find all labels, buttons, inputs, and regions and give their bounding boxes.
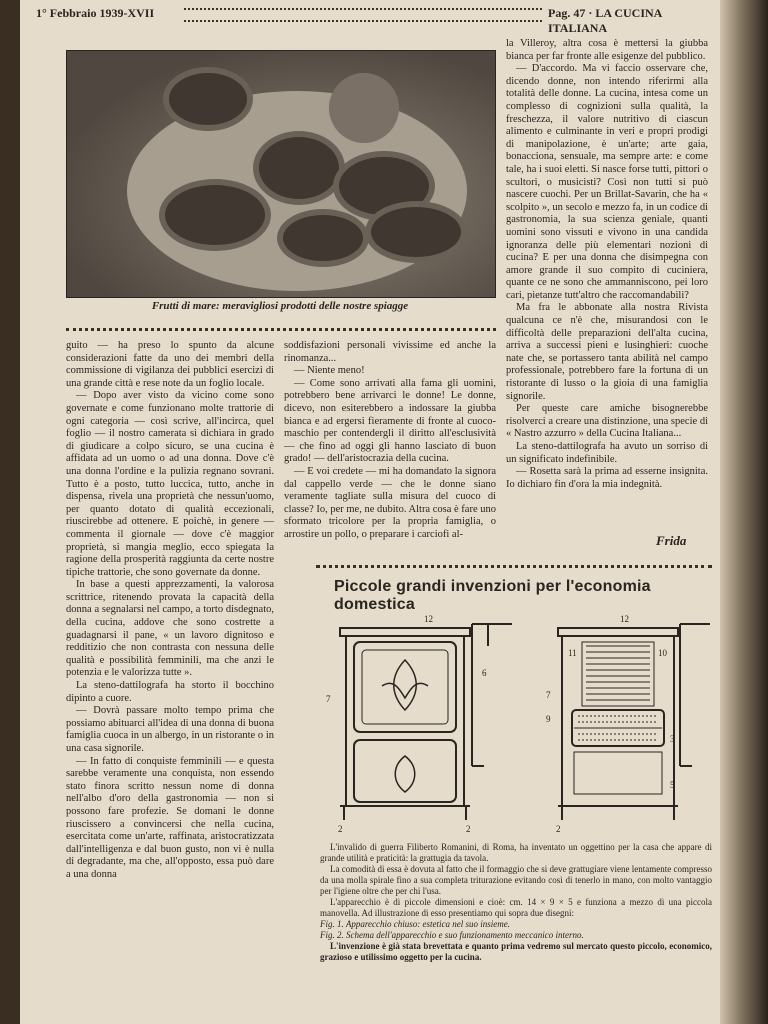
invention-description xyxy=(320,842,712,963)
paragraph: Per queste care amiche bisognerebbe risolverci a creare una distinzione, una specie di « Nastro azzurro » della Cucina Italiana... xyxy=(506,403,708,440)
label-11: 11 xyxy=(568,648,577,658)
oyster xyxy=(365,201,467,263)
label-6: 6 xyxy=(482,668,487,678)
paragraph: La comodità di essa è dovuta al fatto che il formaggio che si deve grattugiare viene lentamente compresso da una molla spirale fino a sua completa triturazione evitando così di tenerlo in mano, con molto vantaggio per l'igiene oltre che per chi l'usa. xyxy=(320,864,712,896)
label-7: 7 xyxy=(546,690,551,700)
label-12: 12 xyxy=(620,614,629,624)
paragraph: — Dopo aver visto da vicino come sono governate e come funzionano molte trattorie di ogni categoria — così scrive, all'incirca, quel foglio — il nostro camerata si dichiara in grado di giudicare a colpo sicuro, se una cucina è affidata ad un uomo o ad una donna. Dove c'è una donna l'ordine e la pulizia regnano sovrani. Tutto è a posto, tutto luccica, tutto, anche in dispensa, rivela una proprietà che nessun'uomo, per quanto dotato di qualità eccezionali, riuscirebbe ad ottenere. E poichè, in genere — commenta il giornale — dove c'è maggior proprietà, si mangia meglio, ecco spiegata la ragione della prosperità raggiunta da certe nostre tipiche trattorie, che sono governate da donne. xyxy=(66,390,274,578)
oyster xyxy=(159,179,271,251)
label-12: 12 xyxy=(424,614,433,624)
label-2: 2 xyxy=(338,824,343,834)
paragraph: guito — ha preso lo spunto da alcune considerazioni fatte da uno dei membri della commissione di vigilanza dei pubblici esercizi di una grande città e rese note da un foglio locale. xyxy=(66,340,274,389)
label-10: 10 xyxy=(658,648,667,658)
paragraph: — Come sono arrivati alla fama gli uomini, potrebbero bene arrivarci le donne! Le donne, dicevo, non esiterebbero a indossare la giubba bianca e ad ergersi fieramente di fronte al cuoco-maschio per contendergli il diritto all'esclusività — che fino ad oggi gli hanno lasciato di buon grado! — dell'aristocrazia della cucina. xyxy=(284,377,496,465)
oyster xyxy=(253,131,345,205)
article-column-left xyxy=(66,340,274,882)
lemon xyxy=(329,73,399,143)
book-edge xyxy=(720,0,768,1024)
label-5: 5 xyxy=(670,780,675,790)
article-column-middle xyxy=(284,340,496,542)
paragraph: La steno-dattilografa ha avuto un sorriso di un significato indefinibile. xyxy=(506,441,708,465)
label-3: 3 xyxy=(670,734,675,744)
paragraph: La steno-dattilografa ha storto il bocchino dipinto a cuore. xyxy=(66,680,274,704)
oyster xyxy=(277,209,369,267)
paragraph: — In fatto di conquiste femminili — e questa sarebbe veramente una conquista, non essendo stato finora scritto nessun nome di donna nell'albo d'oro della gastronomia — non si possono fare profezie. Se domani le donne riuscissero a convincersi che nella cucina, esercitata come un'arte, raffinata, aristocratizzata dall'intelligenza e dal buon gusto, non vi è nulla di degradante, ma che, all'opposto, essa può dare a una donna xyxy=(66,755,274,880)
author-signature: Frida xyxy=(656,533,687,548)
article-column-right xyxy=(506,38,708,491)
paragraph: In base a questi apprezzamenti, la valorosa scrittrice, ritenendo provata la capacità della donna a segnalarsi nel campo, a torto disdegnato, della cucina, addove che sono costrette a guadagnarsi il pane, « un lavoro dignitoso e redditizio che non contrasta con nessuna delle qualità e possibilità femminili, ma che anzi le potenzia e le valorizza tutte ». xyxy=(66,579,274,679)
paragraph: Ma fra le abbonate alla nostra Rivista qualcuna ce n'è che, misurandosi con le difficoltà delle preparazioni dell'alta cucina, arriva a successi pieni e lusinghieri: cuoche nate che, se portassero tanta abilità nel campo professionale, potrebbero fare la fortuna di un ristorante di lusso o la gioia di una famiglia signorile. xyxy=(506,302,708,402)
page-header xyxy=(36,6,716,35)
label-2: 2 xyxy=(556,824,561,834)
paragraph: soddisfazioni personali vivissime ed anche la rinomanza... xyxy=(284,340,496,364)
oyster xyxy=(163,67,253,131)
paragraph: L'invalido di guerra Filiberto Romanini, di Roma, ha inventato un oggettino per la casa che appare di grande utilità e praticità: la grattugia da tavola. xyxy=(320,842,712,863)
issue-date: 1° Febbraio 1939-XVII xyxy=(36,6,155,20)
label-2: 2 xyxy=(466,824,471,834)
seafood-photo xyxy=(66,50,496,298)
magazine-page xyxy=(20,0,720,1024)
figure-1-caption: Fig. 1. Apparecchio chiuso: estetica nel suo insieme. xyxy=(320,919,510,929)
paragraph: — E voi credete — mi ha domandato la signora dal cappello verde — che le donne siano veramente tagliate sulla misura del cuoco di classe? Io, per me, ne dubito. Altra cosa è fare uno sformato tricolore per la propria famiglia, o arrostire un pollo, o preparare i carciofi al- xyxy=(284,465,496,540)
divider xyxy=(66,328,496,335)
label-9: 9 xyxy=(546,714,551,724)
divider xyxy=(316,565,712,572)
paragraph: — Rosetta sarà la prima ad esserne insignita. Io dichiaro fin d'ora la mia indegnità. xyxy=(506,466,708,490)
paragraph: la Villeroy, altra cosa è mettersi la giubba bianca per far fronte alle esigenze del pubblico. xyxy=(506,38,708,62)
figure-2-caption: Fig. 2. Schema dell'apparecchio e suo funzionamento meccanico interno. xyxy=(320,930,584,940)
label-7: 7 xyxy=(326,694,331,704)
photo-caption: Frutti di mare: meravigliosi prodotti delle nostre spiagge xyxy=(151,300,409,312)
header-ornament xyxy=(184,8,542,22)
paragraph: — Dovrà passare molto tempo prima che possiamo abituarci all'idea di una donna di buona famiglia cuoca in un albergo, in un ristorante o in una casa signorile. xyxy=(66,705,274,754)
grater-closed-drawing xyxy=(320,606,520,836)
grater-mechanism-drawing xyxy=(538,606,714,836)
paragraph: L'apparecchio è di piccole dimensioni e cioè: cm. 14 × 9 × 5 e funziona a mezzo di una piccola manovella. Ad illustrazione di esso presentiamo qui sopra due disegni: xyxy=(320,897,712,918)
page-number-and-title: Pag. 47 · LA CUCINA ITALIANA xyxy=(548,6,662,35)
paragraph: — Niente meno! xyxy=(294,365,365,377)
paragraph: — D'accordo. Ma vi faccio osservare che, dicendo donne, non intendo riferirmi alla totalità delle donne. La cucina, intesa come un complesso di cognizioni sulla qualità, la freschezza, il valore nutritivo di ciascun alimento e culminante in veri e propri prodigi di manipolazione, è un'arte; arte gaia, bonacciona, sensuale, ma sempre arte: e come tale, ha i suoi eletti. Si nasce forse tutti, pittori o scultori, o musicisti? Così non tutti si può nascere cuochi. Per un Brillat-Savarin, che ha « scolpito », un secolo e mezzo fa, in un codice di gastronomia, la sua scienza geniale, quanti uomini sono vissuti e vivono in una candida ignoranza delle più elementari nozioni di cucina? E per una donna che disimpegna con amore grande il suo compito di cuciniera, quante ce ne sono che ammanniscono, pei loro cari, pietanze tutt'altro che raccomandabili? xyxy=(506,63,708,301)
paragraph: L'invenzione è già stata brevettata e quanto prima vedremo sul mercato questo piccolo, economico, grazioso e utilissimo oggetto per la cucina. xyxy=(320,941,712,962)
section-title: Piccole grandi invenzioni per l'economia domestica xyxy=(334,578,651,613)
